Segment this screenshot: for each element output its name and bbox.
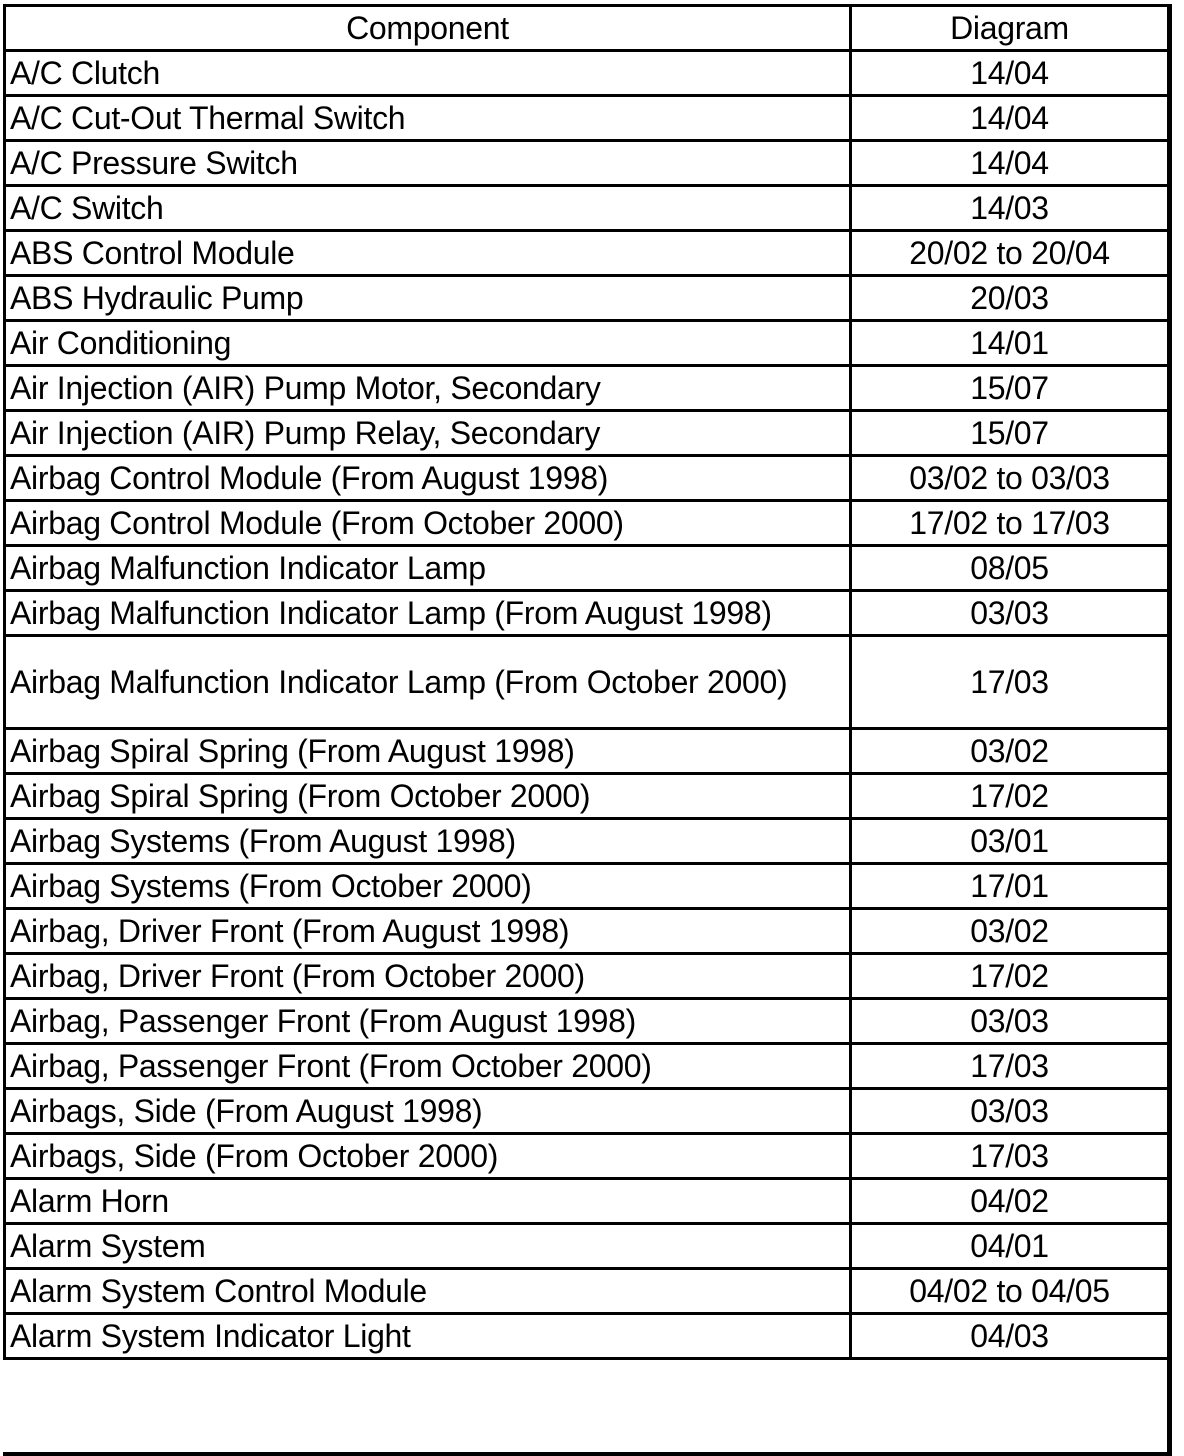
table-row	[5, 1134, 1169, 1179]
component-cell: Airbag Spiral Spring (From August 1998)	[5, 729, 851, 774]
diagram-cell: 08/05	[851, 546, 1169, 591]
diagram-cell: 20/02 to 20/04	[851, 231, 1169, 276]
column-header-diagram: Diagram	[851, 6, 1169, 51]
diagram-cell: 15/07	[851, 411, 1169, 456]
diagram-cell: 20/03	[851, 276, 1169, 321]
component-cell: Airbag, Driver Front (From August 1998)	[5, 909, 851, 954]
table-row	[5, 501, 1169, 546]
component-cell: Airbags, Side (From August 1998)	[5, 1089, 851, 1134]
diagram-cell: 17/03	[851, 1134, 1169, 1179]
diagram-cell: 04/02 to 04/05	[851, 1269, 1169, 1314]
component-cell: Airbag Spiral Spring (From October 2000)	[5, 774, 851, 819]
table-row	[5, 636, 1169, 729]
component-cell: Alarm System Indicator Light	[5, 1314, 851, 1359]
component-cell: Airbag Malfunction Indicator Lamp (From August 1998)	[5, 591, 851, 636]
component-cell: ABS Control Module	[5, 231, 851, 276]
table-row	[5, 186, 1169, 231]
component-cell: Airbag, Passenger Front (From October 2000)	[5, 1044, 851, 1089]
table-row	[5, 96, 1169, 141]
component-cell: Air Injection (AIR) Pump Motor, Secondary	[5, 366, 851, 411]
table-row	[5, 141, 1169, 186]
diagram-cell: 17/03	[851, 636, 1169, 729]
component-diagram-table	[3, 4, 1170, 1360]
table-row	[5, 1044, 1169, 1089]
component-cell: Air Injection (AIR) Pump Relay, Secondary	[5, 411, 851, 456]
table-row	[5, 51, 1169, 96]
component-cell: Airbag, Passenger Front (From August 1998)	[5, 999, 851, 1044]
table-row	[5, 909, 1169, 954]
diagram-cell: 15/07	[851, 366, 1169, 411]
diagram-cell: 03/02	[851, 729, 1169, 774]
diagram-cell: 17/02	[851, 954, 1169, 999]
component-cell: Airbag Control Module (From October 2000)	[5, 501, 851, 546]
column-header-component: Component	[5, 6, 851, 51]
diagram-cell: 17/02	[851, 774, 1169, 819]
diagram-cell: 04/02	[851, 1179, 1169, 1224]
component-cell: Alarm System Control Module	[5, 1269, 851, 1314]
table-row	[5, 1224, 1169, 1269]
table-row	[5, 276, 1169, 321]
diagram-cell: 03/02 to 03/03	[851, 456, 1169, 501]
diagram-cell: 14/04	[851, 96, 1169, 141]
diagram-cell: 03/03	[851, 999, 1169, 1044]
diagram-cell: 17/03	[851, 1044, 1169, 1089]
diagram-cell: 14/04	[851, 141, 1169, 186]
table-row	[5, 819, 1169, 864]
diagram-cell: 14/04	[851, 51, 1169, 96]
component-cell: A/C Cut-Out Thermal Switch	[5, 96, 851, 141]
component-cell: A/C Pressure Switch	[5, 141, 851, 186]
component-cell: A/C Clutch	[5, 51, 851, 96]
component-cell: ABS Hydraulic Pump	[5, 276, 851, 321]
diagram-cell: 04/03	[851, 1314, 1169, 1359]
diagram-cell: 03/02	[851, 909, 1169, 954]
component-cell: Airbag Systems (From October 2000)	[5, 864, 851, 909]
table-row	[5, 231, 1169, 276]
table-row	[5, 456, 1169, 501]
table-row	[5, 864, 1169, 909]
component-cell: Airbags, Side (From October 2000)	[5, 1134, 851, 1179]
diagram-cell: 03/01	[851, 819, 1169, 864]
table-row	[5, 546, 1169, 591]
component-cell: Alarm System	[5, 1224, 851, 1269]
component-cell: Airbag, Driver Front (From October 2000)	[5, 954, 851, 999]
component-cell: Alarm Horn	[5, 1179, 851, 1224]
table-row	[5, 774, 1169, 819]
diagram-cell: 17/01	[851, 864, 1169, 909]
component-cell: Airbag Malfunction Indicator Lamp	[5, 546, 851, 591]
component-cell: Airbag Systems (From August 1998)	[5, 819, 851, 864]
table-row	[5, 321, 1169, 366]
table-row	[5, 1179, 1169, 1224]
table-shadow-bottom	[3, 1452, 1172, 1456]
table-row	[5, 954, 1169, 999]
diagram-cell: 14/03	[851, 186, 1169, 231]
table-row	[5, 999, 1169, 1044]
table-row	[5, 591, 1169, 636]
diagram-cell: 17/02 to 17/03	[851, 501, 1169, 546]
component-cell: Airbag Control Module (From August 1998)	[5, 456, 851, 501]
table-row	[5, 1269, 1169, 1314]
header-row	[5, 6, 1169, 51]
component-cell: Airbag Malfunction Indicator Lamp (From October 2000)	[5, 636, 851, 729]
table-row	[5, 1314, 1169, 1359]
component-cell: Air Conditioning	[5, 321, 851, 366]
component-cell: A/C Switch	[5, 186, 851, 231]
diagram-cell: 04/01	[851, 1224, 1169, 1269]
diagram-cell: 14/01	[851, 321, 1169, 366]
diagram-cell: 03/03	[851, 1089, 1169, 1134]
table-row	[5, 411, 1169, 456]
diagram-cell: 03/03	[851, 591, 1169, 636]
table-row	[5, 366, 1169, 411]
table-row	[5, 1089, 1169, 1134]
table-row	[5, 729, 1169, 774]
